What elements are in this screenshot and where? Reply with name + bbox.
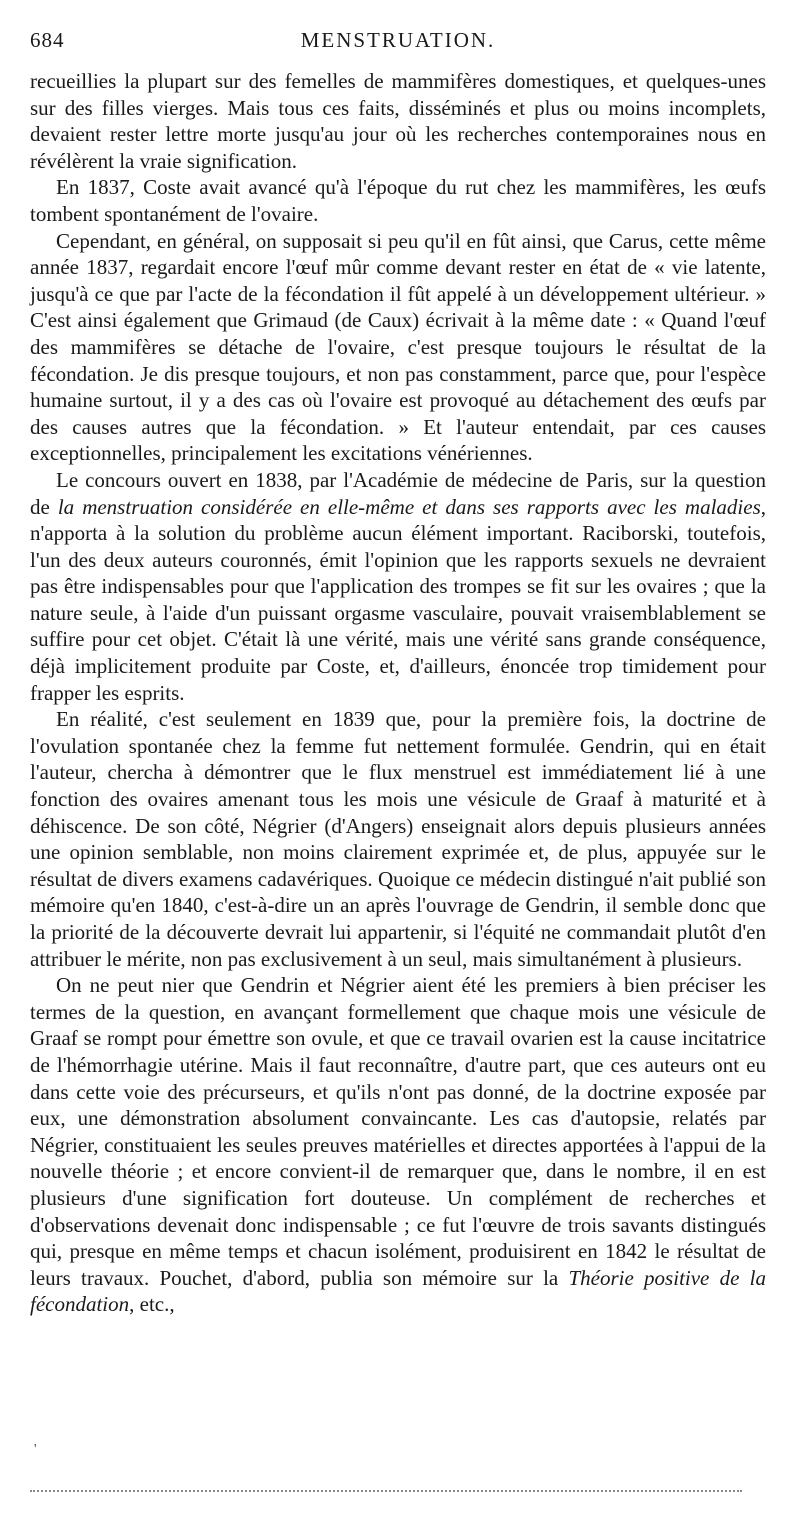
footer-rule [30,1490,742,1492]
paragraph-4-text-a: Le concours ouvert en 1838, par l'Académie de médecine de Paris, sur la question de [30,467,766,519]
page-header [30,28,766,58]
paragraph-2: En 1837, Coste avait avancé qu'à l'époque du rut chez les mammifères, les œufs tombent spontanément de l'ovaire. [30,175,766,226]
paragraph-4 [30,467,766,706]
body-text [30,68,766,1318]
page [30,28,766,1318]
paragraph-6 [30,972,766,1318]
paragraph-3: Cependant, en général, on supposait si peu qu'il en fût ainsi, que Carus, cette même année 1837, regardait encore l'œuf mûr comme devant rester en état de « vie latente, jusqu'à ce que par l'acte de la fécondation il fût appelé à un développement ultérieur. » C'est ainsi également que Grimaud (de Caux) écrivait à la même date : « Quand l'œuf des mammifères se détache de l'ovaire, c'est presque toujours le résultat de la fécondation. Je dis presque toujours, et non pas constamment, parce que, pour l'espèce humaine surtout, il y a des cas où l'ovaire est provoqué au détachement des œufs par des causes autres que la fécondation. » Et l'auteur entendait, par ces causes exceptionnelles, principalement les excitations vénériennes. [30,228,766,466]
paragraph-6-title-italic: Théorie positive de la fécondation [30,1265,766,1317]
paragraph-6-text-b: , etc., [129,1292,175,1317]
page-number: 684 [30,28,65,52]
running-title: MENSTRUATION. [300,28,496,52]
paragraph-4-title-italic: la menstruation considérée en elle-même et dans ses rapports avec les maladies [57,494,761,519]
paragraph-4-text-b: , n'apporta à la solution du problème aucun élément important. Raciborski, toutefois, l'un des deux auteurs couronnés, émit l'opinion que les rapports sexuels ne devraient pas être indispensables pour que l'application des trompes se fit sur les ovaires ; que la nature seule, à l'aide d'un puissant orgasme vasculaire, pouvait vraisemblablement se suffire pour cet objet. C'était là une vérité, mais une vérité sans grande conséquence, déjà implicitement produite par Coste, et, d'ailleurs, énoncée trop timidement pour frapper les esprits. [30,494,766,705]
paragraph-1: recueillies la plupart sur des femelles de mammifères domestiques, et quelques-unes sur des filles vierges. Mais tous ces faits, disséminés et plus ou moins incomplets, devaient rester lettre morte jusqu'au jour où les recherches contemporaines nous en révélèrent la vraie signification. [30,69,766,173]
paragraph-5: En réalité, c'est seulement en 1839 que, pour la première fois, la doctrine de l'ovulation spontanée chez la femme fut nettement formulée. Gendrin, qui en était l'auteur, chercha à démontrer que le flux menstruel est immédiatement lié à une fonction des ovaires amenant tous les mois une vésicule de Graaf à maturité et à déhiscence. De son côté, Négrier (d'Angers) enseignait alors depuis plusieurs années une opinion semblable, non moins clairement exprimée et, de plus, appuyée sur le résultat de divers examens cadavériques. Quoique ce médecin distingué n'ait publié son mémoire qu'en 1840, c'est-à-dire un an après l'ouvrage de Gendrin, il semble donc que la priorité de la découverte devrait lui appartenir, si l'équité ne commandait plutôt d'en attribuer le mérite, non pas exclusivement à un seul, mais simultanément à plusieurs. [30,707,766,971]
footer-mark: ' [34,1442,37,1457]
paragraph-6-text-a: On ne peut nier que Gendrin et Négrier aient été les premiers à bien préciser les termes de la question, en avançant formellement que chaque mois une vésicule de Graaf se rompt pour émettre son ovule, et que ce travail ovarien est la cause incitatrice de l'hémorrhagie utérine. Mais il faut reconnaître, d'autre part, que ces auteurs ont eu dans cette voie des précurseurs, et qu'ils n'ont pas donné, de la doctrine exposée par eux, une démonstration absolument convaincante. Les cas d'autopsie, relatés par Négrier, constituaient les seules preuves matérielles et directes apportées à l'appui de la nouvelle théorie ; et encore convient-il de remarquer que, dans le nombre, il en est plusieurs d'une signification fort douteuse. Un complément de recherches et d'observations devenait donc indispensable ; ce fut l'œuvre de trois savants distingués qui, presque en même temps et chacun isolément, produisirent en 1842 le résultat de leurs travaux. Pouchet, d'abord, publia son mémoire sur la [30,973,766,1290]
